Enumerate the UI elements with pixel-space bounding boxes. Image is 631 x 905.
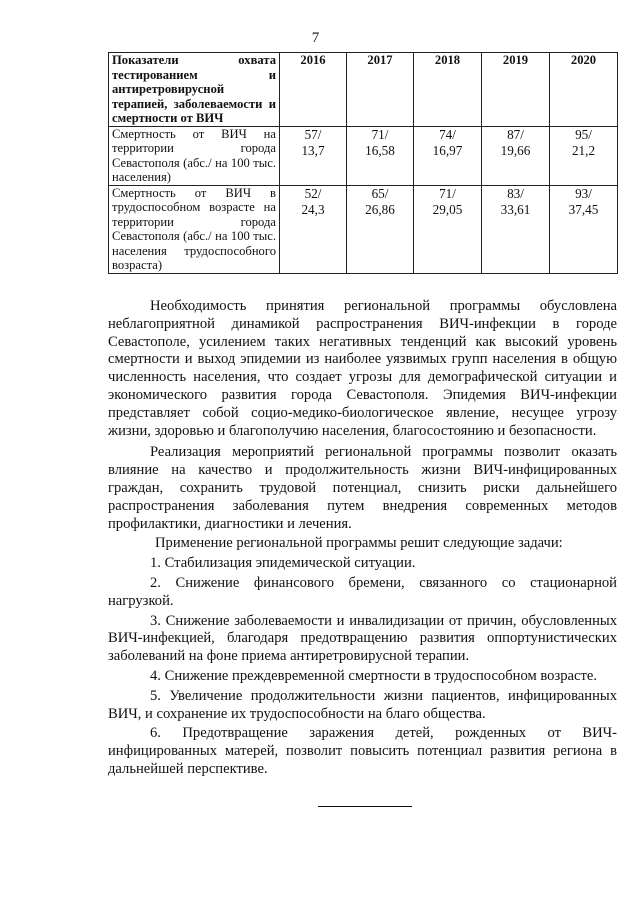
closing-divider-line xyxy=(318,806,412,807)
task-item: 2. Снижение финансового бремени, связанного со стационарной нагрузкой. xyxy=(108,574,617,609)
table-header-label: Показатели охвата тестированием и антиретровирусной терапией, заболеваемости и смертности от ВИЧ xyxy=(109,53,280,127)
cell-rate: 26,86 xyxy=(365,201,395,217)
cell-rate: 33,61 xyxy=(500,201,531,217)
table-row xyxy=(109,185,618,273)
cell-abs: 71/ xyxy=(439,185,456,201)
paragraph-rationale: Необходимость принятия региональной программы обусловлена неблагоприятной динамикой распространения ВИЧ-инфекции в городе Севастополе, усилением таких негативных тенденций как высокий уровень смертности и выход эпидемии из наиболее уязвимых групп населения в общую численность населения, что создает угрозы для демографической ситуации и экономического развития города Севастополя. Эпидемия ВИЧ-инфекции представляет собой социо-медико-биологическое явление, несущее угрозу жизни, здоровью и благополучию населения, благосостоянию и безопасности. xyxy=(108,298,617,439)
table-header-row xyxy=(109,53,618,127)
table-header-year: 2018 xyxy=(414,53,482,127)
task-item: 1. Стабилизация эпидемической ситуации. xyxy=(150,555,416,572)
table-cell xyxy=(482,185,550,273)
table-header-year: 2020 xyxy=(550,53,618,127)
cell-rate: 24,3 xyxy=(301,201,325,217)
tasks-intro: Применение региональной программы решит следующие задачи: xyxy=(155,535,563,552)
table-cell xyxy=(550,185,618,273)
cell-abs: 95/ xyxy=(575,126,592,142)
cell-abs: 93/ xyxy=(575,185,592,201)
cell-abs: 74/ xyxy=(439,126,456,142)
page-number: 7 xyxy=(311,30,320,46)
cell-abs: 65/ xyxy=(371,185,389,201)
cell-abs: 57/ xyxy=(304,126,322,142)
task-item: 3. Снижение заболеваемости и инвалидизации от причин, обусловленных ВИЧ-инфекцией, благодаря предотвращению развития оппортунистических заболеваний на фоне приема антиретровирусной терапии. xyxy=(108,612,617,665)
table-cell xyxy=(280,185,347,273)
row-label-working-age-mortality: Смертность от ВИЧ в трудоспособном возрасте на территории города Севастополя (абс./ на 100 тыс. населения трудоспособного возраста) xyxy=(109,185,280,273)
cell-rate: 37,45 xyxy=(568,201,599,217)
table-cell xyxy=(414,185,482,273)
table-header-year: 2016 xyxy=(280,53,347,127)
cell-rate: 16,58 xyxy=(365,142,395,158)
cell-rate: 16,97 xyxy=(432,142,463,158)
row-label-mortality: Смертность от ВИЧ на территории города Севастополя (абс./ на 100 тыс. населения) xyxy=(109,126,280,185)
table-cell xyxy=(347,185,414,273)
table-cell xyxy=(550,126,618,185)
paragraph-implementation: Реализация мероприятий региональной программы позволит оказать влияние на качество и продолжительность жизни ВИЧ-инфицированных граждан, сохранить трудовой потенциал, снизить риски дальнейшего распространения заболевания путем внедрения современных методов профилактики, диагностики и лечения. xyxy=(108,444,617,532)
task-item: 6. Предотвращение заражения детей, рожденных от ВИЧ-инфицированных матерей, позволит повысить потенциал развития региона в дальнейшей перспективе. xyxy=(108,725,617,777)
task-item: 4. Снижение преждевременной смертности в трудоспособном возрасте. xyxy=(150,667,597,684)
cell-rate: 19,66 xyxy=(500,142,531,158)
task-item: 5. Увеличение продолжительности жизни пациентов, инфицированных ВИЧ, и сохранение их трудоспособности на благо общества. xyxy=(108,687,617,722)
table-cell xyxy=(482,126,550,185)
cell-rate: 13,7 xyxy=(301,142,325,158)
hiv-indicators-table xyxy=(108,52,618,274)
cell-abs: 71/ xyxy=(371,126,389,142)
cell-rate: 29,05 xyxy=(432,201,463,217)
cell-abs: 83/ xyxy=(507,185,524,201)
table-header-year: 2019 xyxy=(482,53,550,127)
table-header-year: 2017 xyxy=(347,53,414,127)
table-row xyxy=(109,126,618,185)
table-cell xyxy=(414,126,482,185)
cell-abs: 52/ xyxy=(304,185,322,201)
document-body xyxy=(108,298,617,779)
table-cell xyxy=(347,126,414,185)
cell-abs: 87/ xyxy=(507,126,524,142)
table-cell xyxy=(280,126,347,185)
cell-rate: 21,2 xyxy=(571,142,596,158)
